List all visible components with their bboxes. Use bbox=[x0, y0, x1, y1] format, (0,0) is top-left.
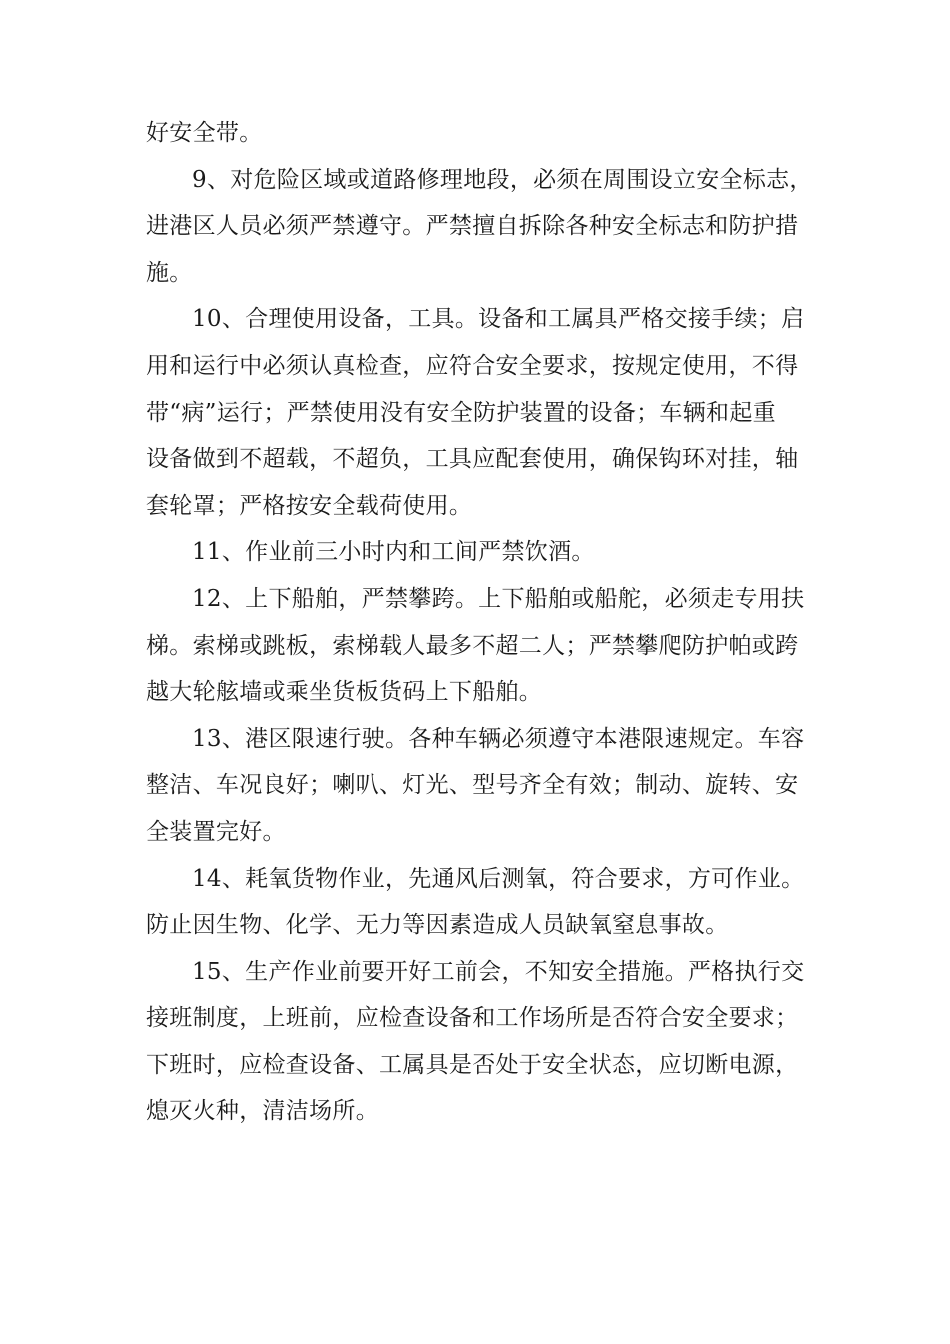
text-line: 13、港区限速行驶。各种车辆必须遵守本港限速规定。车容 bbox=[192, 725, 805, 752]
text-line: 进港区人员必须严禁遵守。严禁擅自拆除各种安全标志和防护措 bbox=[146, 213, 799, 240]
document-body bbox=[146, 110, 813, 1135]
text-line: 越大轮舷墙或乘坐货板货码上下船舶。 bbox=[146, 679, 543, 706]
text-line: 10、合理使用设备，工具。设备和工属具严格交接手续；启 bbox=[192, 306, 805, 333]
text-line: 下班时，应检查设备、工属具是否处于安全状态，应切断电源， bbox=[146, 1051, 799, 1078]
text-line: 11、作业前三小时内和工间严禁饮酒。 bbox=[192, 539, 595, 566]
text-line: 防止因生物、化学、无力等因素造成人员缺氧窒息事故。 bbox=[146, 912, 729, 939]
text-line: 15、生产作业前要开好工前会，不知安全措施。严格执行交 bbox=[192, 958, 805, 985]
text-line: 套轮罩；严格按安全载荷使用。 bbox=[146, 492, 473, 519]
text-line: 用和运行中必须认真检查，应符合安全要求，按规定使用，不得 bbox=[146, 352, 799, 379]
text-line: 梯。索梯或跳板，索梯载人最多不超二人；严禁攀爬防护帕或跨 bbox=[146, 632, 799, 659]
text-line: 施。 bbox=[146, 259, 193, 286]
text-line: 熄灭火种，清洁场所。 bbox=[146, 1098, 379, 1125]
text-line: 14、耗氧货物作业，先通风后测氧，符合要求，方可作业。 bbox=[192, 865, 805, 892]
text-line: 接班制度，上班前，应检查设备和工作场所是否符合安全要求； bbox=[146, 1005, 799, 1032]
text-line: 12、上下船舶，严禁攀跨。上下船舶或船舵，必须走专用扶 bbox=[192, 585, 805, 612]
text-line: 整洁、车况良好；喇叭、灯光、型号齐全有效；制动、旋转、安 bbox=[146, 772, 799, 799]
text-line: 全装置完好。 bbox=[146, 818, 286, 845]
text-line: 9、对危险区域或道路修理地段，必须在周围设立安全标志， bbox=[192, 166, 813, 193]
text-line: 设备做到不超载，不超负，工具应配套使用，确保钩环对挂，轴 bbox=[146, 446, 799, 473]
text-line: 好安全带。 bbox=[146, 120, 263, 146]
text-line: 带“病”运行；严禁使用没有安全防护装置的设备；车辆和起重 bbox=[146, 399, 776, 426]
